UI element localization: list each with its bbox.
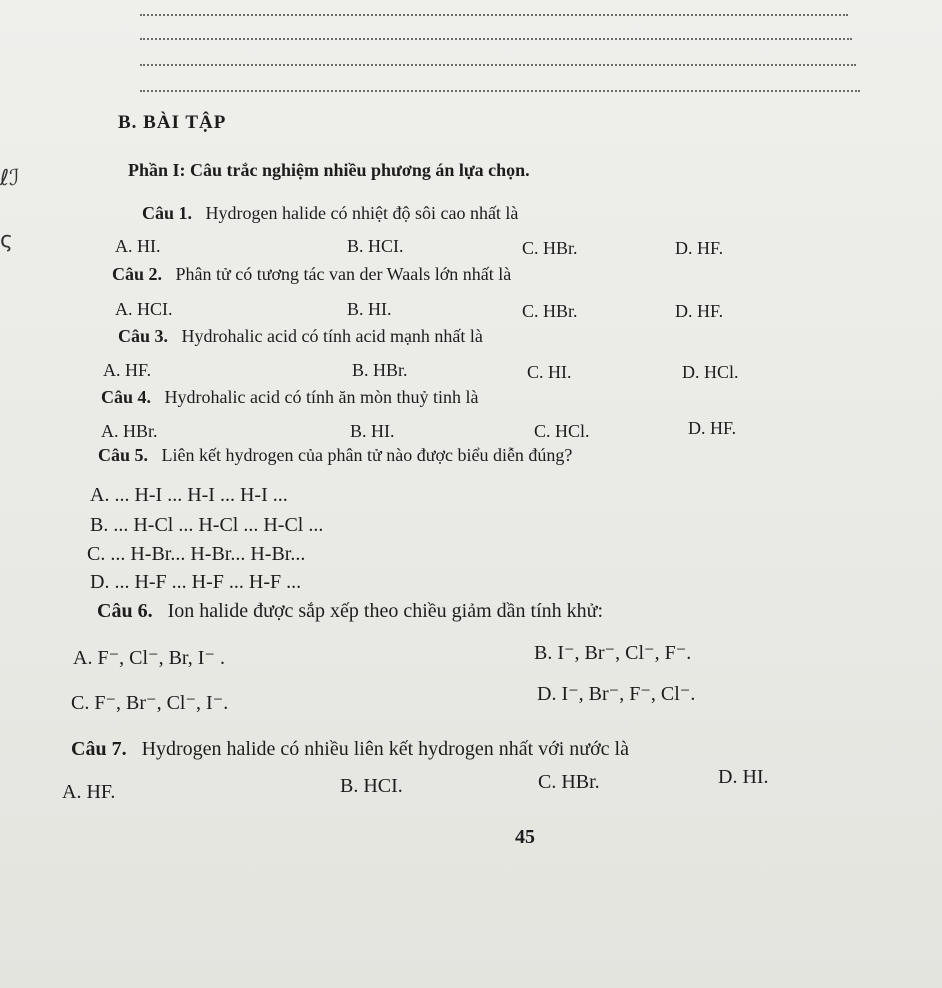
page-number: 45 xyxy=(515,826,535,848)
question-text: Hydrohalic acid có tính acid mạnh nhất là xyxy=(181,326,483,346)
option-c: C. HI. xyxy=(527,362,572,382)
option-b: B. HI. xyxy=(350,421,395,441)
option-d: D. I⁻, Br⁻, F⁻, Cl⁻. xyxy=(537,683,696,705)
question-text: Liên kết hydrogen của phân tử nào được biểu diễn đúng? xyxy=(161,445,573,465)
question-number: Câu 4. xyxy=(101,387,152,407)
handwriting-mark-2: ς xyxy=(0,228,13,253)
question-number: Câu 6. xyxy=(97,600,153,622)
question-text: Hydrogen halide có nhiệt độ sôi cao nhất là xyxy=(205,203,519,223)
dotted-line-1 xyxy=(140,14,848,16)
option-c: C. HBr. xyxy=(522,238,578,258)
question-4 xyxy=(101,387,478,408)
option-a: A. F⁻, Cl⁻, Br, I⁻ . xyxy=(73,647,225,669)
option-b: B. ... H-Cl ... H-Cl ... H-Cl ... xyxy=(90,514,324,536)
section-title: B. BÀI TẬP xyxy=(118,112,227,133)
question-number: Câu 3. xyxy=(118,326,169,346)
option-a: A. HBr. xyxy=(101,421,158,441)
question-number: Câu 2. xyxy=(112,264,163,284)
option-c: C. HBr. xyxy=(538,771,600,793)
option-c: C. HBr. xyxy=(522,301,578,321)
option-a: A. HI. xyxy=(115,236,161,256)
handwriting-mark-1: ℓℐ xyxy=(0,166,20,191)
option-a: A. HF. xyxy=(62,781,116,803)
question-text: Hydrohalic acid có tính ăn mòn thuỷ tinh là xyxy=(164,387,479,407)
option-d: D. HI. xyxy=(718,766,769,788)
question-number: Câu 5. xyxy=(98,445,149,465)
option-a: A. HCI. xyxy=(115,299,173,319)
question-number: Câu 1. xyxy=(142,203,193,223)
question-5 xyxy=(98,445,572,466)
option-d: D. HF. xyxy=(675,238,724,258)
question-1 xyxy=(142,203,518,224)
option-d: D. ... H-F ... H-F ... H-F ... xyxy=(90,571,302,593)
dotted-line-2 xyxy=(140,38,852,40)
option-c: C. ... H-Br... H-Br... H-Br... xyxy=(87,543,306,565)
option-b: B. I⁻, Br⁻, Cl⁻, F⁻. xyxy=(534,642,692,664)
option-d: D. HF. xyxy=(675,301,724,321)
option-d: D. HCl. xyxy=(682,362,739,382)
option-b: B. HCI. xyxy=(340,775,403,797)
question-text: Hydrogen halide có nhiều liên kết hydrogen nhất với nước là xyxy=(141,738,629,760)
question-6 xyxy=(97,600,603,623)
question-7 xyxy=(71,738,629,761)
option-b: B. HCI. xyxy=(347,236,404,256)
question-text: Ion halide được sắp xếp theo chiều giảm dần tính khử: xyxy=(167,600,604,622)
option-b: B. HI. xyxy=(347,299,392,319)
option-d: D. HF. xyxy=(688,418,737,438)
question-text: Phân tử có tương tác van der Waals lớn nhất là xyxy=(175,264,512,284)
dotted-line-4 xyxy=(140,90,860,92)
dotted-line-3 xyxy=(140,64,856,66)
option-c: C. HCl. xyxy=(534,421,590,441)
question-3 xyxy=(118,326,483,347)
option-a: A. ... H-I ... H-I ... H-I ... xyxy=(90,484,288,506)
option-c: C. F⁻, Br⁻, Cl⁻, I⁻. xyxy=(71,692,229,714)
option-a: A. HF. xyxy=(103,360,152,380)
question-number: Câu 7. xyxy=(71,738,127,760)
question-2 xyxy=(112,264,511,285)
part-title: Phần I: Câu trắc nghiệm nhiều phương án lựa chọn. xyxy=(128,160,530,180)
option-b: B. HBr. xyxy=(352,360,408,380)
